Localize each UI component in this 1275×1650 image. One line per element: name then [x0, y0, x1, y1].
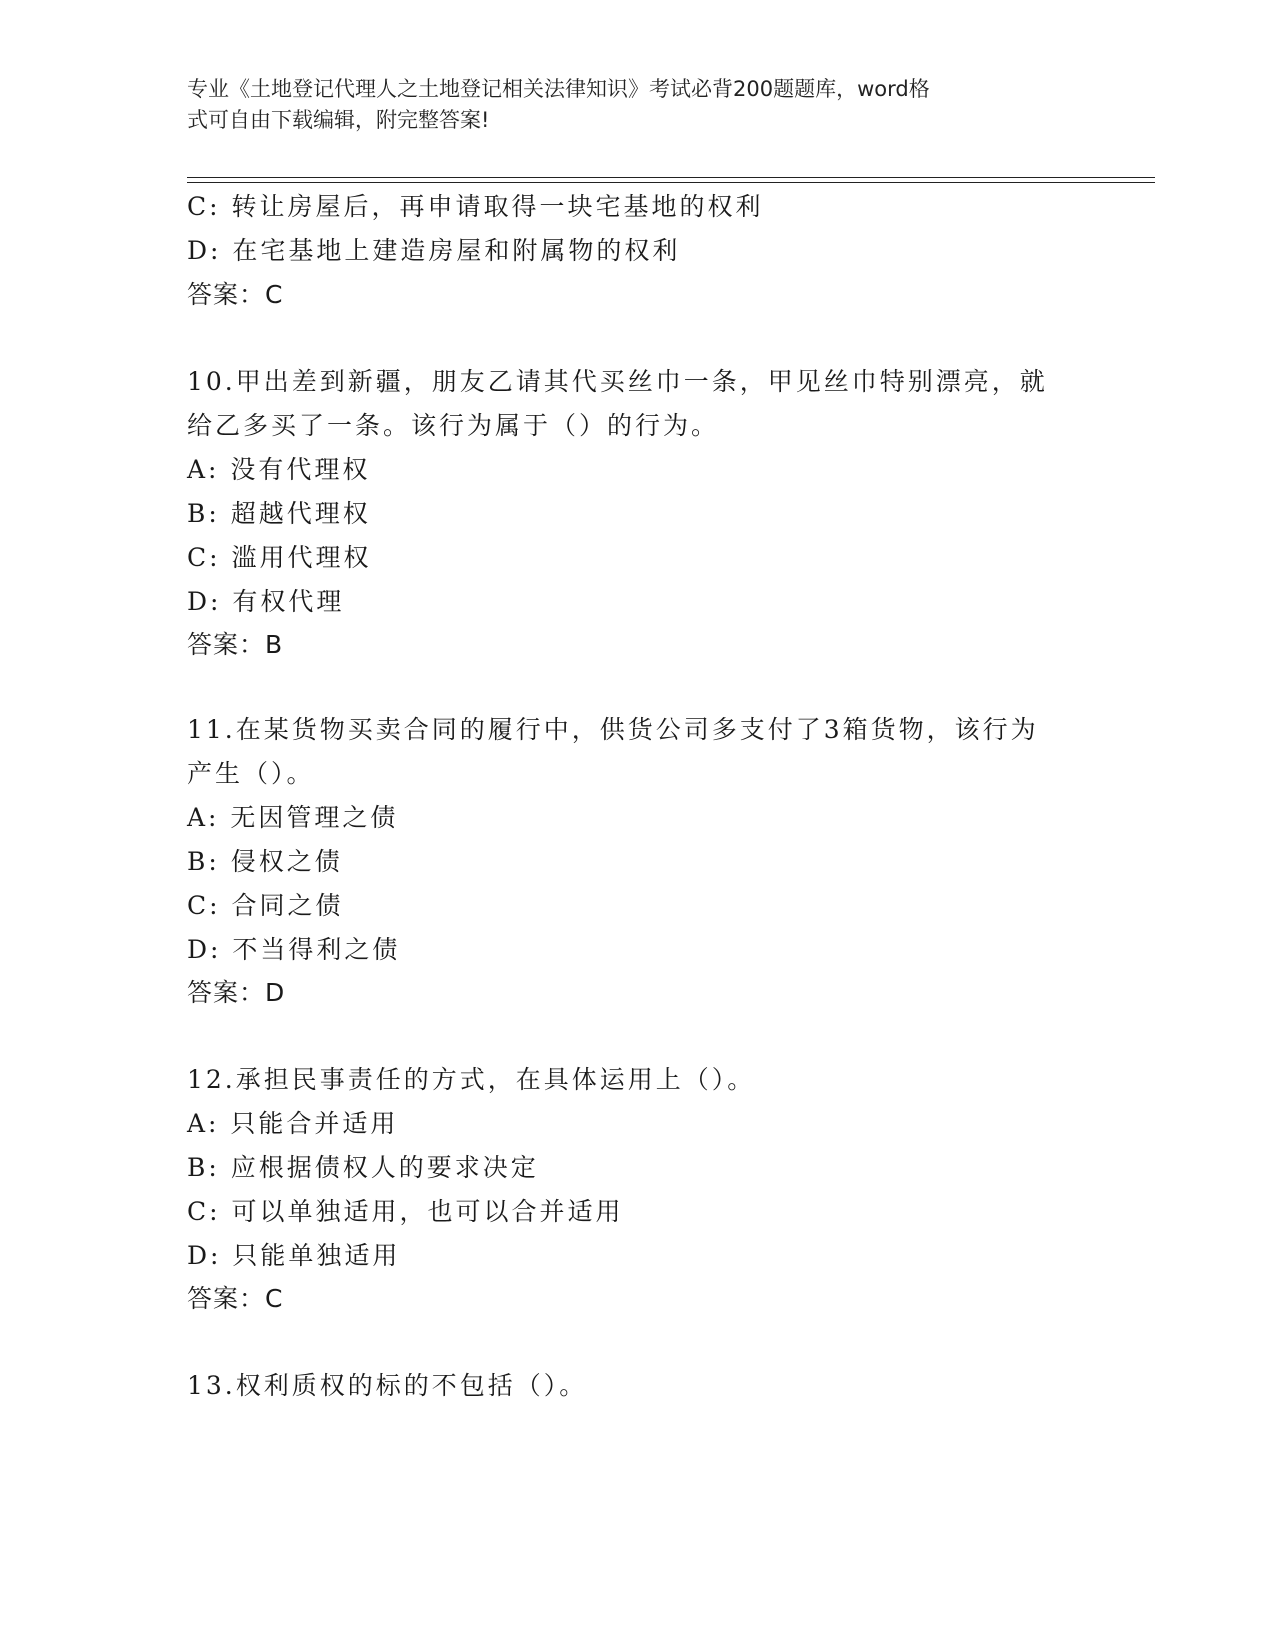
header-line-1: 专业《土地登记代理人之土地登记相关法律知识》考试必背200题题库，word格	[187, 77, 930, 101]
prev-option-d: D: 在宅基地上建造房屋和附属物的权利	[187, 236, 681, 265]
q12-option-b: B: 应根据债权人的要求决定	[187, 1153, 539, 1182]
prev-option-c: C: 转让房屋后，再申请取得一块宅基地的权利	[187, 192, 764, 221]
header-divider-bottom	[187, 182, 1155, 183]
q11-option-c: C: 合同之债	[187, 891, 344, 920]
q11-option-d: D: 不当得利之债	[187, 935, 401, 964]
q10-option-b: B: 超越代理权	[187, 499, 371, 528]
header-line-2: 式可自由下载编辑，附完整答案!	[187, 108, 490, 132]
document-header	[187, 74, 1087, 136]
q11-answer: 答案：D	[187, 978, 286, 1007]
q11-stem-line-2: 产生（）。	[187, 759, 315, 788]
q12-stem-line-1: 12.承担民事责任的方式，在具体运用上（）。	[187, 1065, 756, 1094]
q12-option-d: D: 只能单独适用	[187, 1241, 401, 1270]
q10-stem-line-1: 10.甲出差到新疆，朋友乙请其代买丝巾一条，甲见丝巾特别漂亮，就	[187, 367, 1048, 396]
q11-option-b: B: 侵权之债	[187, 847, 343, 876]
q13-stem-line-1: 13.权利质权的标的不包括（）。	[187, 1371, 588, 1400]
q10-option-c: C: 滥用代理权	[187, 543, 372, 572]
q11-stem-line-1: 11.在某货物买卖合同的履行中，供货公司多支付了3箱货物，该行为	[187, 715, 1039, 744]
q11-option-a: A: 无因管理之债	[187, 803, 399, 832]
q10-answer: 答案：B	[187, 630, 284, 659]
q12-option-c: C: 可以单独适用，也可以合并适用	[187, 1197, 624, 1226]
prev-answer: 答案：C	[187, 280, 284, 309]
header-divider-top	[187, 177, 1155, 178]
q12-answer: 答案：C	[187, 1284, 284, 1313]
q10-option-a: A: 没有代理权	[187, 455, 371, 484]
q10-option-d: D: 有权代理	[187, 587, 345, 616]
q10-stem-line-2: 给乙多买了一条。该行为属于（）的行为。	[187, 411, 720, 440]
q12-option-a: A: 只能合并适用	[187, 1109, 399, 1138]
